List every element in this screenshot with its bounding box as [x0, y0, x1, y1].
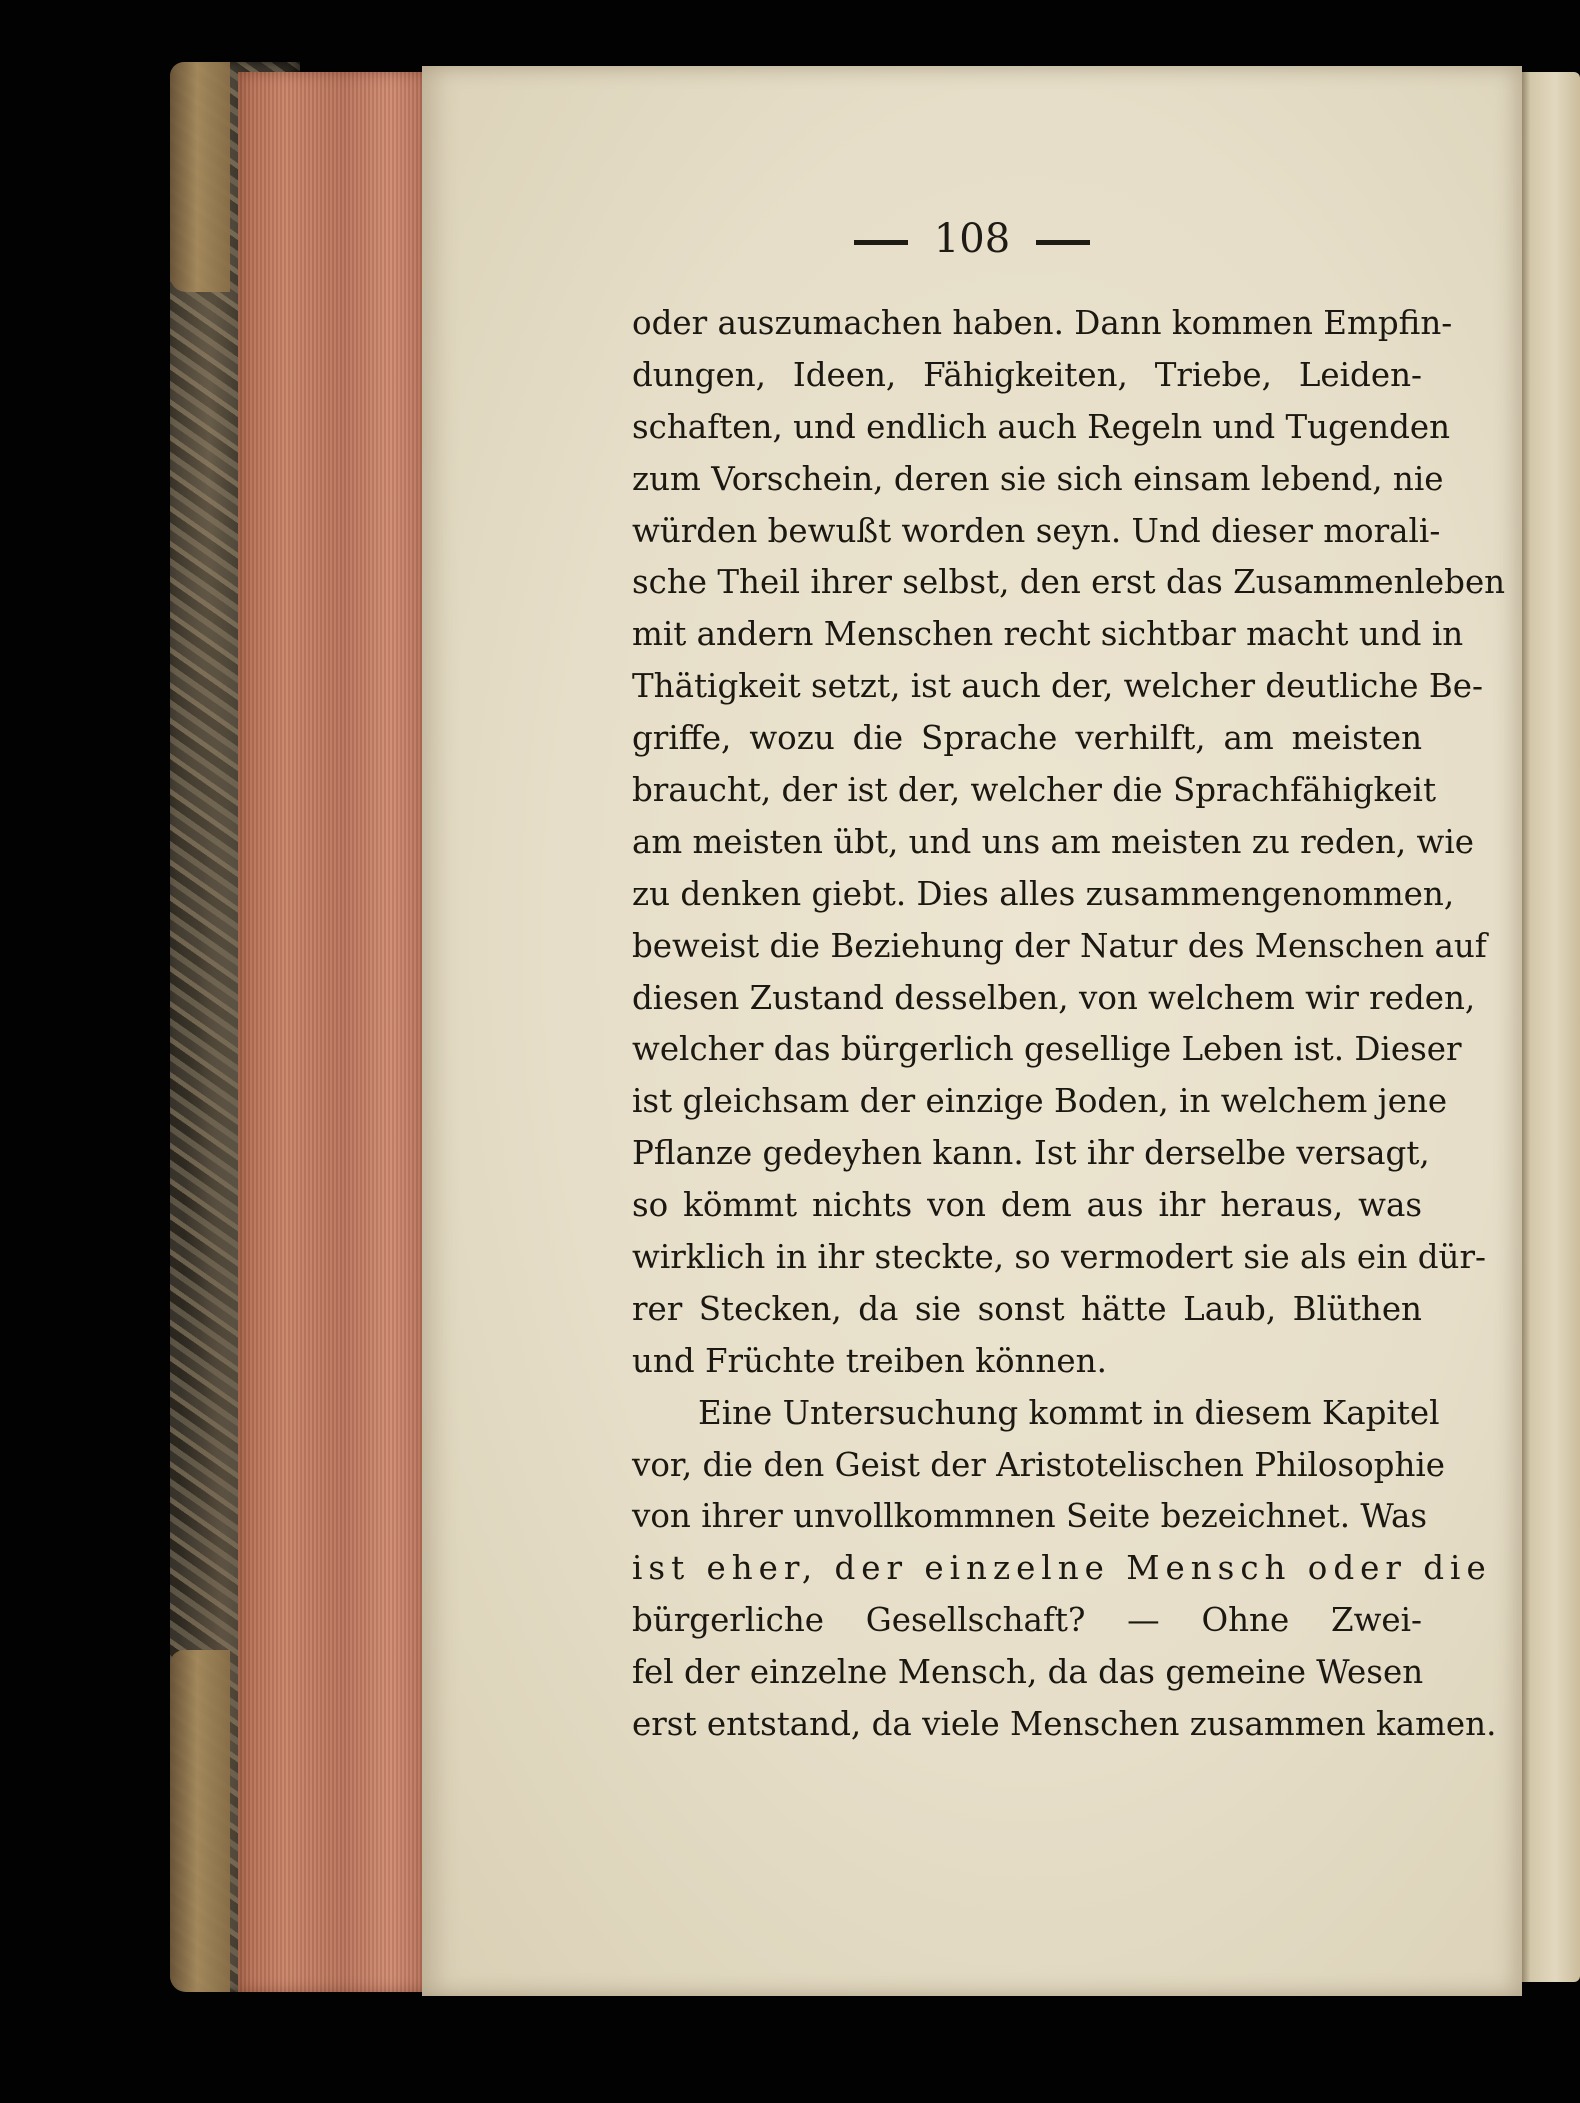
text-line: von ihrer unvollkommnen Seite bezeichnet. Was	[632, 1497, 1428, 1536]
text-line: diesen Zustand desselben, von welchem wir reden,	[632, 978, 1476, 1017]
page-body	[632, 298, 1506, 1751]
leather-corner-bottom	[170, 1650, 230, 1992]
text-line: Pflanze gedeyhen kann. Ist ihr derselbe versagt,	[632, 1134, 1430, 1173]
text-line: würden bewußt worden seyn. Und dieser morali-	[632, 511, 1441, 550]
text-line: sche Theil ihrer selbst, den erst das Zusammenleben	[632, 563, 1506, 602]
text-line: oder auszumachen haben. Dann kommen Empfin-	[632, 304, 1453, 342]
text-line: dungen, Ideen, Fähigkeiten, Triebe, Leiden-	[632, 355, 1422, 394]
text-line: zum Vorschein, deren sie sich einsam lebend, nie	[632, 459, 1444, 498]
text-line: ist gleichsam der einzige Boden, in welchem jene	[632, 1082, 1448, 1121]
text-line: wirklich in ihr steckte, so vermodert sie als ein dür-	[632, 1238, 1486, 1277]
text-line: vor, die den Geist der Aristotelischen Philosophie	[632, 1445, 1446, 1484]
paragraph-end-line: und Früchte treiben können.	[632, 1341, 1107, 1380]
facing-page-edge	[1518, 72, 1580, 1982]
text-line: am meisten übt, und uns am meisten zu reden, wie	[632, 822, 1474, 861]
text-line: welcher das bürgerlich gesellige Leben ist. Dieser	[632, 1030, 1462, 1069]
page-number: 108	[933, 216, 1011, 262]
header-dash-right	[1036, 240, 1090, 245]
red-page-edges	[238, 72, 428, 1992]
header-dash-left	[854, 240, 908, 245]
page-header	[422, 216, 1522, 262]
text-line: mit andern Menschen recht sichtbar macht und in	[632, 615, 1464, 654]
text-line: griffe, wozu die Sprache verhilft, am meisten	[632, 719, 1422, 758]
text-line: erst entstand, da viele Menschen zusammen kamen.	[632, 1705, 1497, 1744]
emphasized-line: bürgerliche Gesellschaft? — Ohne Zwei-	[632, 1601, 1422, 1640]
text-line: fel der einzelne Mensch, da das gemeine Wesen	[632, 1653, 1424, 1692]
text-line: braucht, der ist der, welcher die Sprachfähigkeit	[632, 771, 1437, 810]
text-line: schaften, und endlich auch Regeln und Tugenden	[632, 407, 1451, 446]
leather-corner-top	[170, 62, 230, 292]
paragraph-start-line: Eine Untersuchung kommt in diesem Kapitel	[698, 1393, 1440, 1432]
text-line: zu denken giebt. Dies alles zusammengenommen,	[632, 874, 1455, 913]
text-line: Thätigkeit setzt, ist auch der, welcher deutliche Be-	[632, 667, 1483, 706]
text-line: rer Stecken, da sie sonst hätte Laub, Blüthen	[632, 1289, 1422, 1328]
emphasized-line: ist eher, der einzelne Mensch oder die	[632, 1549, 1492, 1588]
book-page	[422, 66, 1522, 1996]
text-line: so kömmt nichts von dem aus ihr heraus, was	[632, 1186, 1422, 1225]
text-line: beweist die Beziehung der Natur des Menschen auf	[632, 926, 1487, 965]
